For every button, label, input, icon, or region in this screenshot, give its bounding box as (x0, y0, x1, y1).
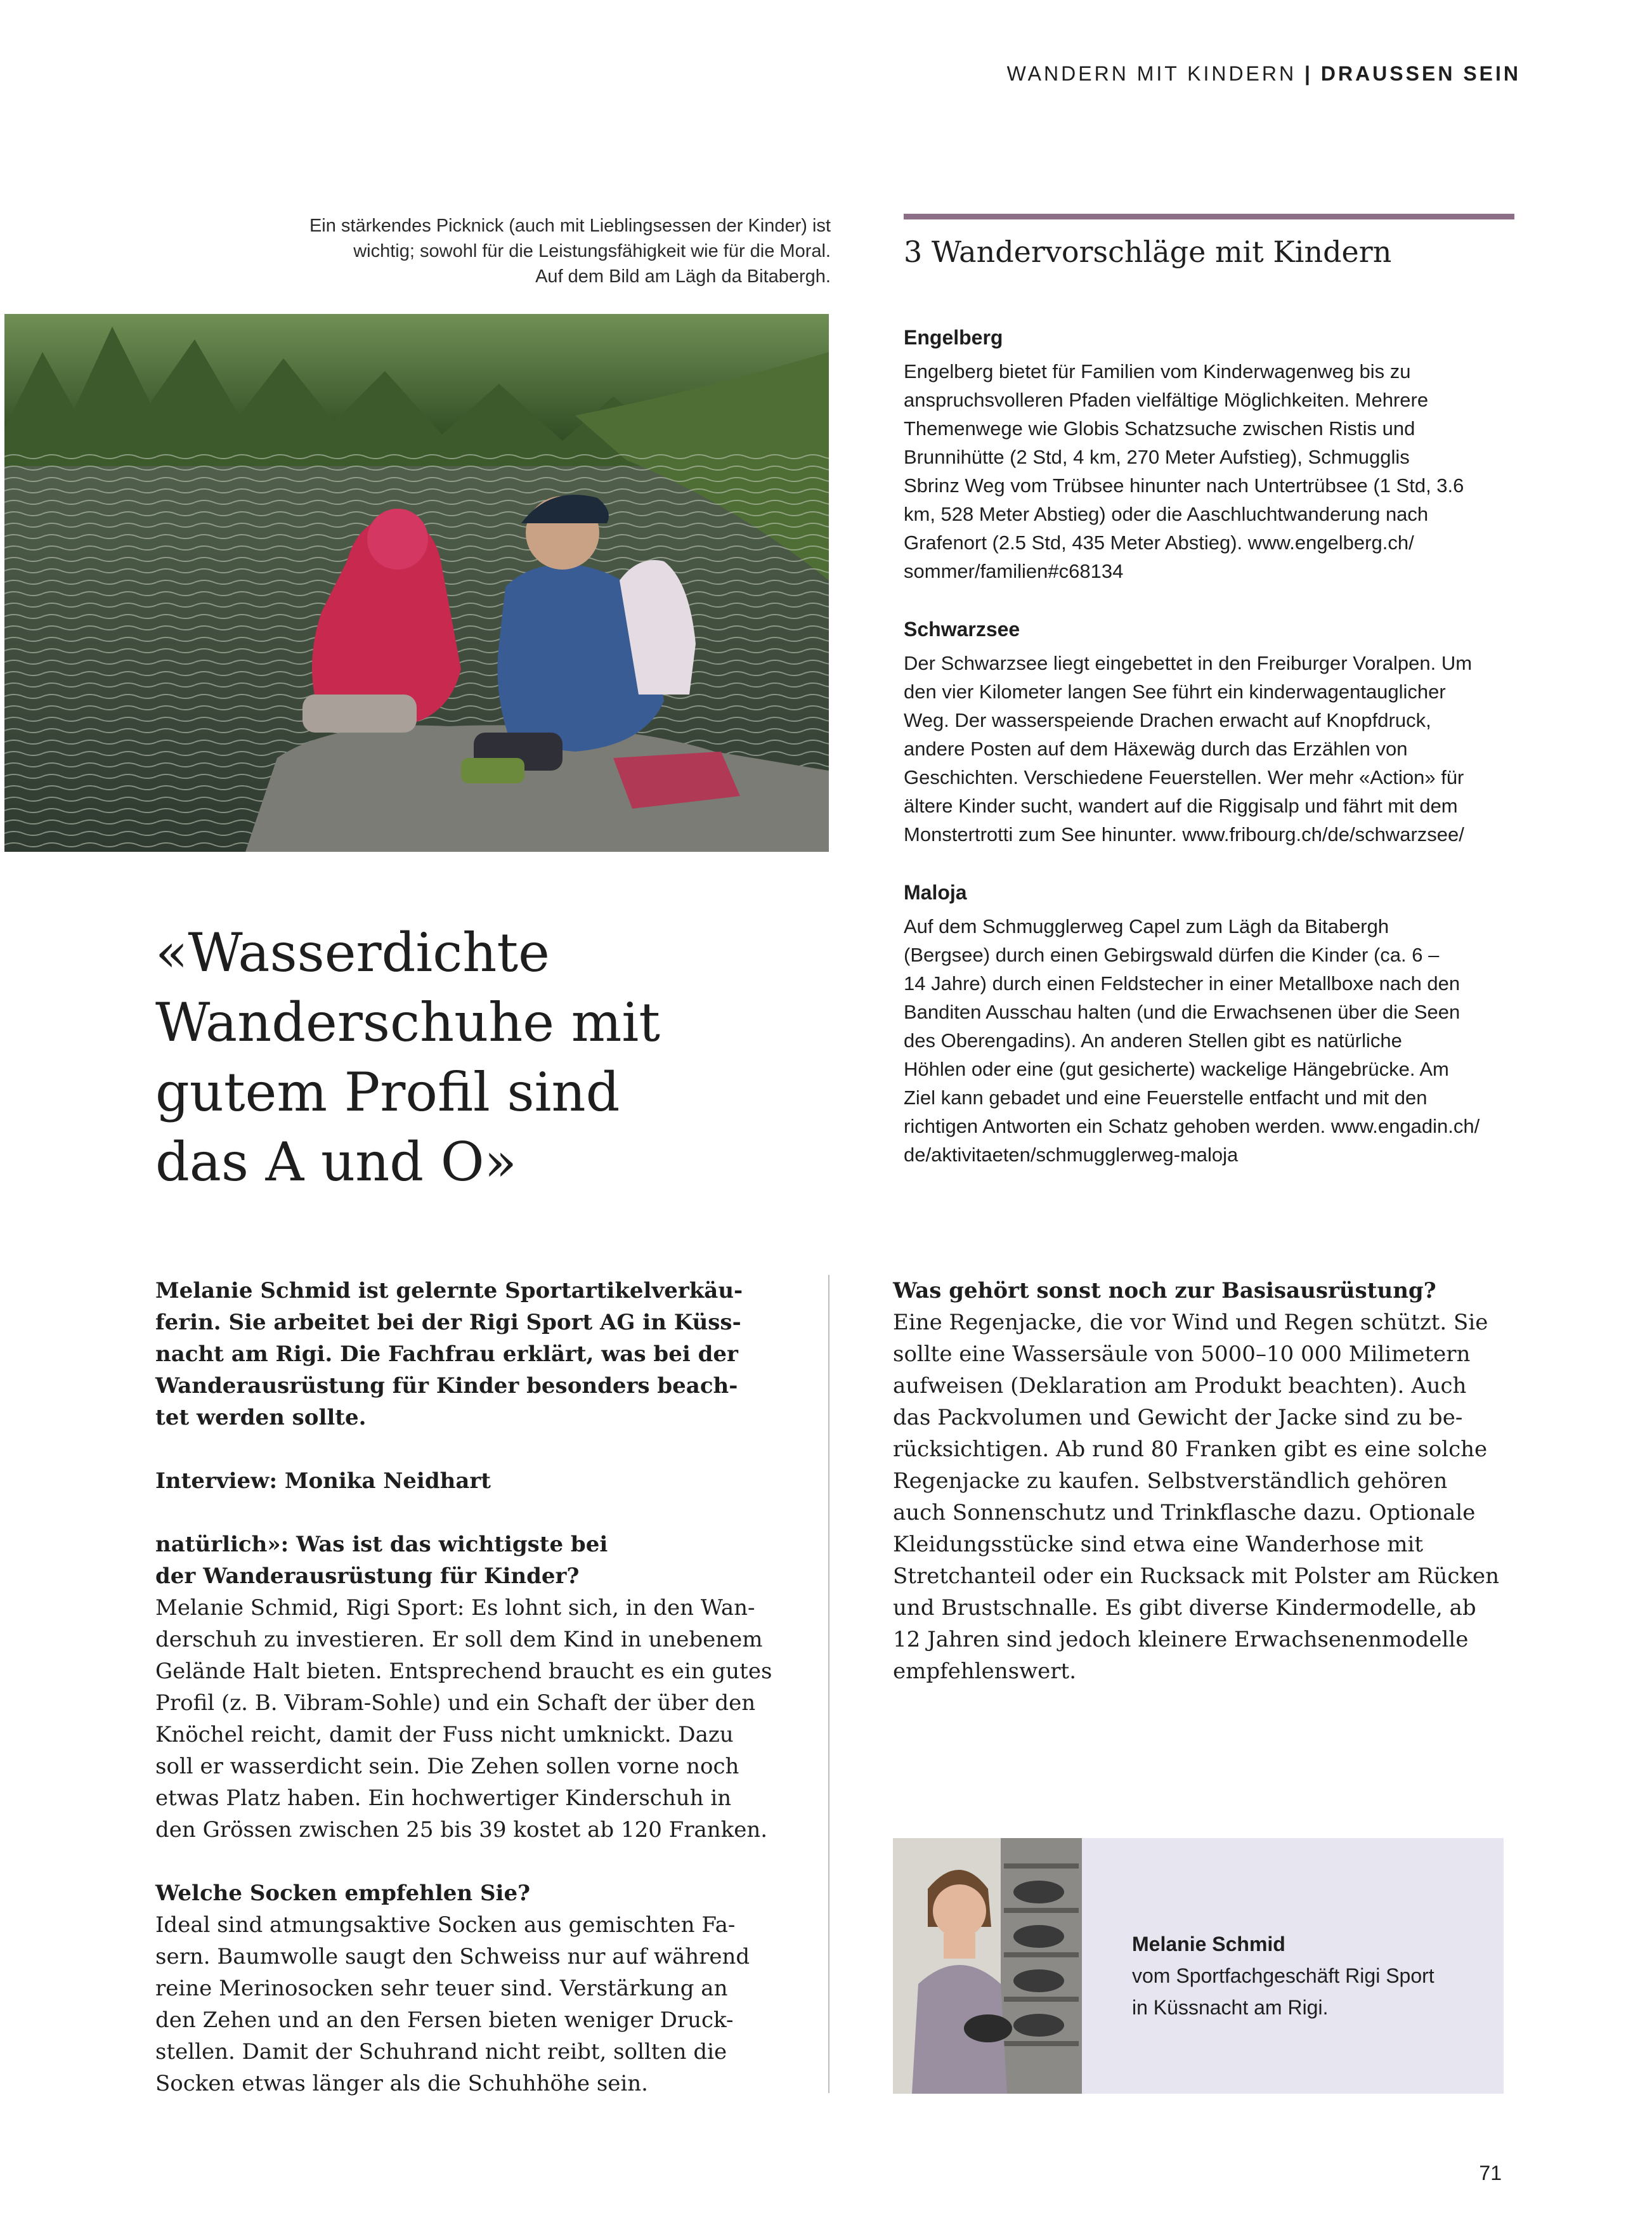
suggestion-line: Geschichten. Verschiedene Feuerstellen. Wer mehr «Action» für (904, 766, 1464, 788)
answer-line: Socken etwas länger als die Schuhhöhe sein. (155, 2071, 648, 2096)
suggestion-line: Weg. Der wasserspeiende Drachen erwacht auf Knopfdruck, (904, 709, 1431, 731)
suggestion-line: 14 Jahre) durch einen Feldstecher in einer Metallboxe nach den (904, 972, 1460, 995)
suggestion-line: sommer/familien#c68134 (904, 560, 1124, 582)
quote-line: gutem Profil sind (155, 1061, 620, 1123)
intro-line: nacht am Rigi. Die Fachfrau erklärt, was bei der (155, 1341, 738, 1367)
answer-line: den Zehen und an den Fersen bieten weniger Druck- (155, 2007, 734, 2033)
picnic-photo (4, 314, 829, 852)
answer-line: Stretchanteil oder ein Rucksack mit Polster am Rücken (893, 1563, 1500, 1589)
suggestion-line: des Oberengadins). An anderen Stellen gibt es natürliche (904, 1029, 1402, 1052)
answer-line: und Brustschnalle. Es gibt diverse Kindermodelle, ab (893, 1595, 1476, 1621)
answer-line: Regenjacke zu kaufen. Selbstverständlich gehören (893, 1468, 1448, 1494)
answer-line: das Packvolumen und Gewicht der Jacke sind zu be- (893, 1405, 1463, 1430)
suggestion-line: Ziel kann gebadet und eine Feuerstelle entfacht und mit den (904, 1086, 1428, 1109)
answer-line: 12 Jahren sind jedoch kleinere Erwachsenenmodelle (893, 1627, 1469, 1652)
suggestion-line: Themenwege wie Globis Schatzsuche zwischen Ristis und (904, 417, 1415, 440)
suggestion-line: andere Posten auf dem Häxewäg durch das Erzählen von (904, 738, 1408, 760)
suggestion-line: de/aktivitaeten/schmugglerweg-maloja (904, 1144, 1239, 1166)
portrait-caption (1132, 1928, 1434, 2023)
suggestion-line: anspruchsvolleren Pfaden vielfältige Möglichkeiten. Mehrere (904, 389, 1429, 411)
suggestion-heading: Schwarzsee (904, 618, 1020, 641)
question-line: Welche Socken empfehlen Sie? (155, 1881, 531, 1906)
pull-quote (155, 918, 802, 1197)
photo-caption (190, 213, 831, 289)
answer-line: empfehlenswert. (893, 1659, 1077, 1684)
answer-line: derschuh zu investieren. Er soll dem Kind in unebenem (155, 1627, 763, 1652)
suggestions-title: 3 Wandervorschläge mit Kindern (904, 235, 1392, 269)
answer-line: den Grössen zwischen 25 bis 39 kostet ab 120 Franken. (155, 1817, 768, 1843)
suggestion-maloja (904, 878, 1514, 1169)
byline: Interview: Monika Neidhart (155, 1468, 491, 1494)
caption-line: Ein stärkendes Picknick (auch mit Lieblingsessen der Kinder) ist (309, 216, 831, 236)
suggestion-line: Monstertrotti zum See hinunter. www.fribourg.ch/de/schwarzsee/ (904, 823, 1464, 845)
intro-line: Wanderausrüstung für Kinder besonders beach- (155, 1373, 738, 1399)
suggestion-line: (Bergsee) durch einen Gebirgswald dürfen die Kinder (ca. 6 – (904, 944, 1440, 966)
suggestion-line: Banditen Ausschau halten (und die Erwachsenen über die Seen (904, 1001, 1460, 1023)
answer-line: aufweisen (Deklaration am Produkt beachten). Auch (893, 1373, 1467, 1399)
suggestion-engelberg (904, 323, 1514, 585)
running-head (1007, 62, 1521, 86)
suggestion-line: Der Schwarzsee liegt eingebettet in den Freiburger Voralpen. Um (904, 652, 1473, 674)
answer-line: reine Merinosocken sehr teuer sind. Verstärkung an (155, 1976, 728, 2001)
portrait-photo (893, 1838, 1082, 2094)
portrait-line: in Küssnacht am Rigi. (1132, 1996, 1329, 2019)
answer-line: Gelände Halt bieten. Entsprechend braucht es ein gutes (155, 1659, 772, 1684)
suggestion-heading: Engelberg (904, 326, 1003, 349)
answer-line: soll er wasserdicht sein. Die Zehen sollen vorne noch (155, 1754, 739, 1779)
suggestion-line: Auf dem Schmugglerweg Capel zum Lägh da Bitabergh (904, 915, 1389, 937)
answer-line: sern. Baumwolle saugt den Schweiss nur auf während (155, 1944, 750, 1969)
page-number: 71 (1479, 2162, 1502, 2184)
suggestion-line: richtigen Antworten ein Schatz gehoben werden. www.engadin.ch/ (904, 1115, 1480, 1137)
answer-line: Ideal sind atmungsaktive Socken aus gemischten Fa- (155, 1912, 736, 1938)
answer-line: stellen. Damit der Schuhrand nicht reibt, sollten die (155, 2039, 727, 2065)
intro-line: tet werden sollte. (155, 1405, 367, 1430)
suggestion-line: Grafenort (2.5 Std, 435 Meter Abstieg). www.engelberg.ch/ (904, 532, 1414, 554)
section-label: WANDERN MIT KINDERN (1006, 62, 1297, 85)
suggestion-heading: Maloja (904, 881, 967, 904)
suggestion-line: Sbrinz Weg vom Trübsee hinunter nach Untertrübsee (1 Std, 3.6 (904, 474, 1464, 497)
caption-line: wichtig; sowohl für die Leistungsfähigkeit wie für die Moral. (353, 241, 831, 261)
portrait-photo-image (893, 1838, 1082, 2094)
column-divider (828, 1275, 829, 2093)
quote-line: das A und O» (155, 1131, 517, 1193)
suggestion-line: Höhlen oder eine (gut gesicherte) wackelige Hängebrücke. Am (904, 1058, 1449, 1080)
question-line: natürlich»: Was ist das wichtigste bei (155, 1532, 608, 1557)
interview-column-right (893, 1275, 1511, 1687)
answer-line: Eine Regenjacke, die vor Wind und Regen schützt. Sie (893, 1310, 1488, 1335)
suggestion-line: den vier Kilometer langen See führt ein kinderwagentauglicher (904, 681, 1446, 703)
answer-line: rücksichtigen. Ab rund 80 Franken gibt es eine solche (893, 1437, 1488, 1462)
answer-line: Kleidungsstücke sind etwa eine Wanderhose mit (893, 1532, 1424, 1557)
head-separator: | (1304, 62, 1313, 85)
suggestion-schwarzsee (904, 615, 1514, 849)
suggestion-line: km, 528 Meter Abstieg) oder die Aaschluchtwanderung nach (904, 503, 1429, 525)
portrait-line: vom Sportfachgeschäft Rigi Sport (1132, 1964, 1434, 1987)
answer-line: Melanie Schmid, Rigi Sport: Es lohnt sich, in den Wan- (155, 1595, 755, 1621)
interview-column-left (155, 1275, 774, 2099)
quote-line: «Wasserdichte (155, 922, 550, 984)
suggestion-line: ältere Kinder sucht, wandert auf die Riggisalp und fährt mit dem (904, 795, 1458, 817)
question-line: der Wanderausrüstung für Kinder? (155, 1563, 580, 1589)
intro-line: ferin. Sie arbeitet bei der Rigi Sport AG in Küss- (155, 1310, 741, 1335)
box-accent-rule (904, 214, 1514, 219)
answer-line: etwas Platz haben. Ein hochwertiger Kinderschuh in (155, 1785, 732, 1811)
chapter-label: DRAUSSEN SEIN (1320, 62, 1521, 85)
portrait-name: Melanie Schmid (1132, 1933, 1285, 1955)
suggestion-line: Engelberg bietet für Familien vom Kinderwagenweg bis zu (904, 360, 1411, 382)
suggestion-line: Brunnihütte (2 Std, 4 km, 270 Meter Aufstieg), Schmugglis (904, 446, 1410, 468)
picnic-photo-image (4, 314, 829, 852)
answer-line: Knöchel reicht, damit der Fuss nicht umknickt. Dazu (155, 1722, 734, 1747)
intro-line: Melanie Schmid ist gelernte Sportartikelverkäu- (155, 1278, 743, 1303)
answer-line: Profil (z. B. Vibram-Sohle) und ein Schaft der über den (155, 1690, 756, 1716)
quote-line: Wanderschuhe mit (155, 991, 660, 1054)
question-line: Was gehört sonst noch zur Basisausrüstung? (893, 1278, 1436, 1303)
answer-line: auch Sonnenschutz und Trinkflasche dazu. Optionale (893, 1500, 1476, 1525)
answer-line: sollte eine Wassersäule von 5000–10 000 Milimetern (893, 1341, 1471, 1367)
caption-line: Auf dem Bild am Lägh da Bitabergh. (535, 266, 831, 287)
